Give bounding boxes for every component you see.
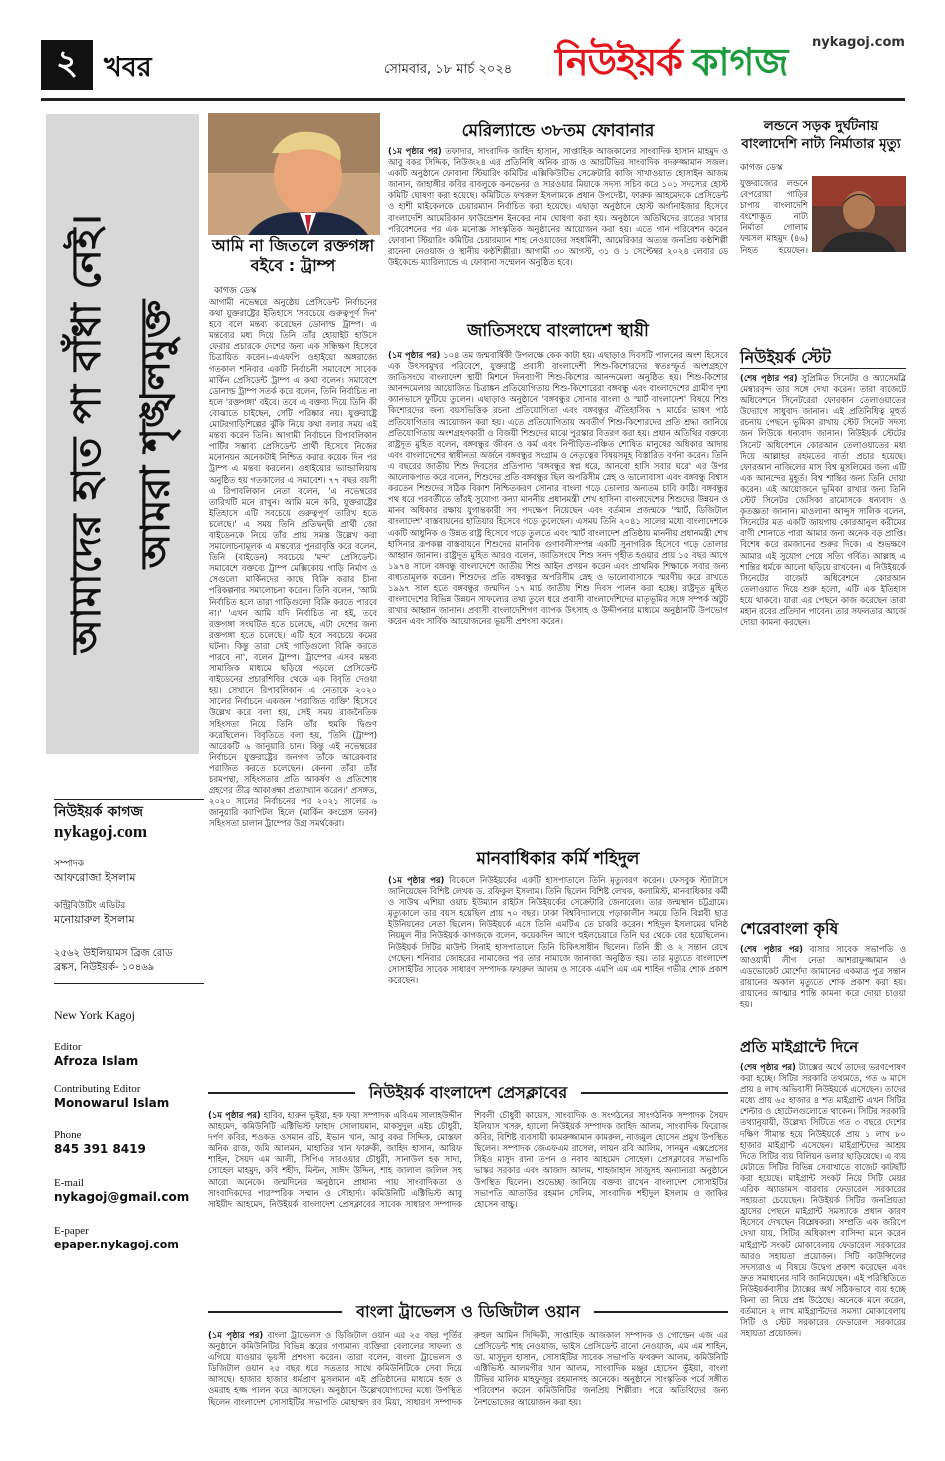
address-bn: ২৫৬২ উইলিয়ামস ব্রিজ রোড ব্রঙ্কস, নিউইয়র্ক- ১০৪৬৯ xyxy=(54,948,173,973)
maryland-headline[interactable]: মেরিল্যান্ডে ৩৮তম ফোবানার xyxy=(461,121,655,141)
pressclub-text: হাবিব, হারুন ভূইয়া, হক ফয়া সম্পাদক এবিএম সালাহউদ্দীন আহমেদ, কমিউনিটি এক্টিভিস্ট ফাহাদ সোলায়মান, মাকসুদুল এইচ চৌধুরী, দর্পণ কবির, শওকত ওসমান রচি, ইভান খান, আবু বকর সিদ্দিক, মোস্তফা অনিক রাজ, জমি আলমন, মাহাতির খান ফারুকী, জাহিদ হাসান, আরিফ শাহিন, সৈয়দ এম আলী, সিপিএ সারওয়ার চৌধুরী, সানাউল হক সাদা, সোহেল মাহমুদ, কবি শহীদ, মিল্টন, সাঈদ উদ্দিন, শাহ জালাল জলিল সহ আরো অনেকে। জন্মদিনের অনুষ্ঠানে প্রাধান্য পায় সাংবাদিকতা ও সাংবাদিকদের পারস্পরিক সম্মান ও সৌহার্দ্য। কমিউনিটি এক্টিভিস্ট আবু সাইয়ীদ আহমেদ, নিউইয়র্ক বাংলাদেশ প্রেসক্লাবের সাবেক সাধারণ সম্পাদক শিবলী চৌধুরী কায়েস, সাংবাদিক ও সংগঠনের সাংগঠনিক সম্পাদক সৈয়দ ইলিয়াস খসরু, হ্যালো নিউইয়র্ক সম্পাদক জাহিদ আলম, সাংবাদিক ফিরোজ কবির, বিশিষ্ট ব্যবসায়ী কামরুজ্জামান কামরুল, নাজমুল হোসেন প্রমুখ উপস্থিত ছিলেন। সম্পাদক জেএফএম রাসেল, লায়ন রবি আলিম, সানমুন এক্সপ্রেসের সিইও মাসুদ রানা তপন ও নবাব আহমেদ সোহেল। প্রেসক্লাবের সভাপতি ভাস্কর সরকার এবং আজাদ আলম, শাহজাহান সাজুসহ অন্যান্যরা অনুষ্ঠানে উপস্থিত ছিলেন। শুভেচ্ছা জানিয়ে বক্তব্য রাখেন বাংলাদেশ সোসাইটির সভাপতি আতাউর রহমান সেলিম, সাংবাদিক শহীদুল ইসলাম ও জাকির হোসেন বাচ্চু। xyxy=(208,1110,728,1209)
masthead-kagoj: কাগজ xyxy=(691,40,789,84)
email-label: E-mail xyxy=(54,1177,84,1189)
trump-photo xyxy=(208,113,380,235)
travels-lead: (১ম পৃষ্ঠার পর) xyxy=(208,1330,264,1340)
un-text: ১০৪ তম জন্মবার্ষিকী উপলক্ষে কেক কাটা হয়। এছাড়াও দিবসটি পালনের অংশ হিসেবে এক উৎসবমুখর পরিবেশে, যুক্তরাষ্ট্র প্রবাসী বাংলাদেশী শিশু-কিশোরদের স্বতঃস্ফূর্ত অংশগ্রহণে জাতিসংঘে বাংলাদেশ স্থায়ী মিশনে দিনব্যাপী শিশু-কিশোর আনন্দমেলা অনুষ্ঠিত হয়। শিশু-কিশোর আনন্দমেলায় আয়োজিত চিত্রাঙ্কন প্রতিযোগিতায় শিশু-কিশোরেরা বঙ্গবন্ধু এবং বাংলাদেশের গ্রামীণ দৃশ্য ক্যানভাসে ফুটিয়ে তুলেন। এছাড়াও অনুষ্ঠানে 'বঙ্গবন্ধুর সোনার বাংলা ও স্মার্ট বাংলাদেশ' বিষয়ে শিশু কিশোরদের জন্য বয়সভিত্তিক রচনা প্রতিযোগিতা এবং বঙ্গবন্ধুর ঐতিহাসিক ৭ মার্চের ভাষণ পাঠ প্রতিযোগিতার আয়োজন করা হয়। এতে প্রতিযোগিতায় অবতীর্ণ শিশু-কিশোরদের প্রতি শ্রদ্ধা জানিয়ে প্রতিযোগিতায় অংশগ্রহণকারী ও বিজয়ী শিশুদের মাঝে পুরস্কার বিতরণ করা হয়। প্রধান অতিথির বক্তব্যে রাষ্ট্রদূত মুহিত বলেন, বঙ্গবন্ধুর জীবন ও কর্ম এবং নিপীড়িত-বঞ্চিত শোষিত মানুষের অধিকার আদায় এবং বাংলাদেশের স্বাধীনতা অর্জনে বঙ্গবন্ধুর সংগ্রাম ও নেতৃত্বের বিষয়সমূহ বিস্তারিত বর্ণনা করেন। তিনি এ বছরের জাতীয় শিশু দিবসের প্রতিপাদ্য 'বঙ্গবন্ধুর স্বপ্ন ধরে, আনবো হাসি সবার ঘরে' এর উপর আলোকপাত করে বলেন, শিশুদের প্রতি বঙ্গবন্ধুর ছিল অপরিসীম স্নেহ ও ভালোবাসা এবং বঙ্গবন্ধু বিশ্বাস করতেন শিশুদের সঠিক বিকাশ নিশ্চিতকরণ সোনার বাংলা গড়ে তোলার অন্যতম চাবি কাঠি। বঙ্গবন্ধুর পথ ধরে পরবর্তীতে তাঁরই সুযোগ্য কন্যা মাননীয় প্রধানমন্ত্রী শেখ হাসিনা বাংলাদেশের শিশুদের উন্নয়ন ও মানব অধিকার রক্ষায় যুগান্তকারী সব পদক্ষেপ নিয়েছেন এবং বর্তমান প্রজন্মকে 'স্মার্ট, ডিজিটাল বাংলাদেশ' বাস্তবায়নের হাতিয়ার হিসেবে গড়ে তুলেছেন। এসময় তিনি ২০৪১ সালের মধ্যে বাংলাদেশকে একটি আধুনিক ও উন্নত রাষ্ট্র হিসেবে গড়ে তুলতে এবং স্মার্ট বাংলাদেশ প্রতিষ্ঠায় মাননীয় প্রধানমন্ত্রী শেখ হাসিনার রূপকল্প বাস্তবায়নে শিশুদের মানবিক গুণাবলীসম্পন্ন একটি সুনাগরিক হিসেবে গড়ে তোলার আহ্বান জানান। রাষ্ট্রদূত মুহিত আরও বলেন, জাতিসংঘে শিশু সনদ গৃহীত হওয়ার প্রায় ১৫ বছর আগে ১৯৭৪ সালে বঙ্গবন্ধু বাংলাদেশে জাতীয় শিশু আইন প্রণয়ন করেন এবং প্রাথমিক শিক্ষাকে সবার জন্য বাধ্যতামূলক করেন। শিশুদের প্রতি বঙ্গবন্ধুর অপরিসীম স্নেহ ও ভালোবাসাকে স্মরণীয় করে রাখতে ১৯৯৭ সাল হতে বঙ্গবন্ধুর জন্মদিন ১৭ মার্চ জাতীয় শিশু দিবস পালন করা হচ্ছে। রাষ্ট্রদূত মুহিত বাংলাদেশের বিভিন্ন উন্নয়ন সাফল্যের তথ্য তুলে ধরে প্রবাসী বাংলাদেশিদের মাতৃভূমির সঙ্গে সম্পর্ক অটুট রাখার আহ্বান জানান। প্রবাসী বাংলাদেশিগণ ব্যাপক উৎসাহ ও উদ্দীপনার মাধ্যমে অনুষ্ঠানটি উপভোগ করেন এবং সার্বিক আয়োজনের ভূয়সী প্রশংসা করেন। xyxy=(388,350,728,627)
nystate-text: সুপ্রিমিত সিনেটর ও অ্যাসেমব্লি মেম্বারবৃন্দ তার সঙ্গে দেখা করেন। তারা বাজেটে অধিবেশনে সিনেটরেরা ফোরকান তেলাওয়াতের উদ্যোগে সাধুবাদ জানান। এই প্রতিনিধিত্ব মূহুর্ত রচনায় পেছনে ভূমিকা রাখায় স্টেট সিনেট সদস্য জন লিউকে ধন্যবাদ জানান। নিউইয়র্ক স্টেটের সিনেট অধিবেশনে কোরআন তেলাওয়াতের মধ্য দিয়ে আল্লাহর রহমতের বার্তা প্রচার হয়েছে। ফোরআন নাজিলের মাস বিশ্ব মুসলিমের জন্য এটি এক আনন্দের মুহূর্ত। বিশ্ব শান্তির জন্য তিনি দোয়া করেন। এই আয়োজনে ভূমিকা রাখার জন্য তিনি স্টেট সিনেটর জেসিকা রামোসকে ধন্যবাদ ও কৃতজ্ঞতা জানান। মাওলানা আব্দুস সালিক বলেন, সিনেটের মত একটি জায়গায় কোরআনুল করীমের বাণী শোনাতে পারা আমার জন্য অনেক বড় প্রাপ্তি। বিশেষ করে রমজানের শুরুর দিকে। এ শুভক্ষণে আমার এই সুযোগ পেয়ে সত্যি গর্বিত। আল্লাহ এ শান্তির ধর্মকে আলো ছড়িয়ে রাখবেন। এ নিউইয়র্কে সিনেটের বাজেট অধিবেশনে কোরআন তেলাওয়াত দিয়ে শুরু হলো, এটি এক ইতিহাস হয়ে থাকবে। যারা এর পেছনে কাজ করেছেন তারা মহান রবের প্রতিদান পাবেন। তার সফলতার আর্জে দোয়া কামনা করছেন। xyxy=(740,373,906,628)
maryland-lead: (১ম পৃষ্ঠার পর) xyxy=(388,146,442,156)
pressclub-lead: (১ম পৃষ্ঠার পর) xyxy=(208,1110,261,1120)
migrant-lead: (শেষ পৃষ্ঠার পর) xyxy=(740,1062,796,1072)
brand-url: nykagoj.com xyxy=(54,822,148,841)
london-body-cont xyxy=(740,256,906,331)
sidebar-info xyxy=(54,805,204,1252)
london-photo xyxy=(812,176,906,252)
issue-date: সোমবার, ১৮ মার্চ ২০২৪ xyxy=(384,62,513,77)
travels-text: বাংলা ট্রাভেলস ও ডিজিটাল ওয়ান এর ২৫ বছর পূর্তির অনুষ্ঠানে কমিউনিটির বিভিন্ন স্তরের গণ্যমান্য ব্যক্তিরা বেলালের সাফল্য ও এগিয়ে যাওয়ার ভূয়সী প্রশংসা করেন। তারা বলেন, বাংলা ট্রাভেলস ও ডিজিটাল ওয়ান ২৫ বছর ধরে সততার সাথে কমিউনিটিকে সেবা দিয়ে আসছে। হাজার হাজার ধর্মপ্রাণ মুসলমান এই প্রতিষ্ঠানের মাধ্যমে হজ ও ওমরাহ হজ্জ পালন করে আসছেন। অনুষ্ঠানে উল্লেখযোগ্যদের মধ্যে উপস্থিত ছিলেন বাংলাদেশ সোসাইটির সভাপতি মোহাম্মদ রব মিয়া, সাধারণ সম্পাদক রুহুল আমিন সিদ্দিকী, সাপ্তাহিক আজকাল সম্পাদক ও গোল্ডেন এজ এর প্রেসিডেন্ট শাহ নেওয়াজ, ভাইস প্রেসিডেন্ট রানো নেওয়াজ, এম এম শাহিন, ডা. মাসুদুল হাসান, সোসাইটির সাবেক সভাপতি ফখরুল আলম, কমিউনিটি এক্টিভিস্ট আলমগীর খান আলম, সাংবাদিক মঞ্জুর হোসেন ভুঁইয়া, বাংলা টিভির মালিক মাহফুজুর রহমানসহ অনেকে। অনুষ্ঠানে সাংস্কৃতিক পর্বে সঙ্গীত পরিবেশন করেন কমিউনিটির জনপ্রিয় শিল্পীরা। পরে অতিথিদের জন্য নৈশভোজের আয়োজন করা হয়। xyxy=(208,1330,728,1407)
migrant-text: ট্যাক্সের অর্থে তাদের ভরণপোষণ করা হচ্ছে। সিটির সরকারি তথ্যমতে, গত ৬ মাসে প্রায় ৪ লাখ অভিবাসী নিউইয়র্কে এসেছেন। তাদের মধ্যে প্রায় ৬৫ হাজার ৪ শত মাইগ্রান্ট এখন সিটির শেল্টার ও হোটেলগুলোতে থাকেন। সিটির সরকারি তথ্যানুযায়ী, উল্লেখ্য সিটিতে গত ৩ বছরে দেশের দক্ষিণ সীমান্ত হয়ে নিউইয়র্কে প্রায় ১ লাখ ৮০ হাজার মাইগ্রান্ট এসেছেন। মাইগ্রান্টদের আশ্রয় দিতে সিটির ব্যয় বিলিয়ন ডলার ছাড়িয়েছে। এ ব্যয় মেটাতে সিটির বিভিন্ন সেবাখাতে বাজেট কাটছাঁট করা হয়েছে। মাইগ্রান্ট সংকট নিয়ে সিটি মেয়র এরিক অ্যাডামস বারবার ফেডারেল সরকারের সহায়তা চেয়েছেন। নিউইয়র্ক সিটির জনপ্রিয়তা হ্রাসের পেছনে মাইগ্রান্ট সমস্যাকে প্রধান কারণ হিসেবে দেখছেন বিশ্লেষকরা। সম্প্রতি এক জরিপে দেখা যায়, সিটির অধিকাংশ বাসিন্দা মনে করেন মাইগ্রান্ট সংকট মোকাবেলায় ফেডারেল সরকারের আরও সহায়তা প্রয়োজন। সিটি কাউন্সিলের সদস্যরাও এ বিষয়ে উদ্বেগ প্রকাশ করেছেন এবং দ্রুত সমাধানের দাবি জানিয়েছেন। এই পরিস্থিতিতে নিউইয়র্কবাসীর ট্যাক্সের অর্থ সঠিকভাবে ব্যয় হচ্ছে কিনা তা নিয়ে প্রশ্ন উঠেছে। অনেকে মনে করেন, বর্তমানে ২ লাখ মাইগ্রান্টদের সমস্যা মোকাবেলায় সিটি ও স্টেট সরকারের ফেডারেল সরকারের সহায়তা প্রয়োজন। xyxy=(740,1062,906,1339)
phone-label: Phone xyxy=(54,1129,82,1141)
slogan-line-1: আমাদের হাত পা বাঁধা নেই। xyxy=(64,214,110,654)
krishi-lead: (শেষ পৃষ্ঠার পর) xyxy=(740,944,803,954)
slogan-panel xyxy=(46,114,199,754)
editor-name-bn: আফরোজা ইসলাম xyxy=(54,871,136,884)
rights-body xyxy=(388,875,728,1075)
nystate-headline[interactable]: নিউইয়র্ক স্টেট xyxy=(740,348,831,367)
trump-headline[interactable]: আমি না জিতলে রক্তগঙ্গা বইবে : ট্রাম্প xyxy=(211,236,375,275)
migrant-headline[interactable]: প্রতি মাইগ্রান্টে দিনে xyxy=(740,1038,859,1056)
un-lead: (১ম পৃষ্ঠার পর) xyxy=(388,350,441,360)
contrib-label-bn: কন্ট্রিবিউটিং এডিটর xyxy=(54,901,126,911)
contrib-label: Contributing Editor xyxy=(54,1083,141,1095)
header-rule xyxy=(41,98,905,101)
rights-headline[interactable]: মানবাধিকার কর্মি শহিদুল xyxy=(476,849,640,869)
slogan-text xyxy=(53,114,193,754)
name-english: New York Kagoj xyxy=(54,1008,135,1022)
krishi-headline[interactable]: শেরেবাংলা কৃষি xyxy=(740,919,839,938)
pressclub-headline[interactable]: নিউইয়র্ক বাংলাদেশ প্রেসক্লাবের xyxy=(368,1082,568,1102)
nystate-lead: (শেষ পৃষ্ঠার পর) xyxy=(740,373,798,383)
pressclub-body xyxy=(208,1110,728,1295)
epaper-label: E-paper xyxy=(54,1225,89,1237)
email-link[interactable]: nykagoj@gmail.com xyxy=(54,1190,190,1204)
london-headline[interactable]: লন্ডনে সড়ক দুর্ঘটনায় বাংলাদেশি নাট্য নির্মাতার মৃত্যু xyxy=(741,118,901,152)
contrib-name-bn: মনোয়ারুল ইসলাম xyxy=(54,913,135,926)
rights-lead: (১ম পৃষ্ঠার পর) xyxy=(388,875,445,885)
slogan-line-2: আমরা শৃঙ্খলমুক্ত xyxy=(133,299,179,569)
travels-band xyxy=(208,1299,728,1325)
phone-number[interactable]: 845 391 8419 xyxy=(54,1142,146,1156)
contrib-name: Monowarul Islam xyxy=(54,1096,170,1110)
website-tag: nykagoj.com xyxy=(812,35,905,50)
page-number-box xyxy=(41,40,93,90)
brand-bangla: নিউইয়র্ক কাগজ xyxy=(54,804,144,820)
krishi-text: বাসার সাবেক সভাপতি ও আওয়ামী লীগ নেতা আশরাফুজ্জামান ও এডভোকেট মোর্শেদা জামানের একমাত্র পুত্র সন্তান রায়ানের অকাল মৃত্যুতে শোক প্রকাশ করা হয়। রায়ানের আত্মার শান্তি কামনা করে দোয়া চাওয়া হয়। xyxy=(740,944,906,1010)
travels-headline[interactable]: বাংলা ট্রাভেলস ও ডিজিটাল ওয়ান xyxy=(356,1301,580,1321)
masthead-name: নিউইয়র্ক xyxy=(555,40,682,84)
travels-body xyxy=(208,1330,728,1430)
migrant-body xyxy=(740,1062,906,1430)
editor-name: Afroza Islam xyxy=(54,1054,139,1068)
krishi-body xyxy=(740,944,906,1028)
editor-label: Editor xyxy=(54,1041,82,1053)
rights-text: বিকেলে নিউইয়র্কের একটি হাসপাতালে তিনি মৃত্যুবরণ করেন। ফেসবুক স্ট্যাটাসে জানিয়েছেন বিশিষ্ট লেখক ড. রফিকুল ইসলাম। তিনি ছিলেন বিশিষ্ট লেখক, কলামিস্ট, মানবাধিকার কর্মী ও সাউথ এশিয়া ওয়াচ ইউম্যান রাইটস নিউইয়র্কের সেক্রেটারি জেনারেল। তার জন্মস্থান চট্টগ্রামে। মৃত্যুকালে তার বয়স হয়েছিল প্রায় ৭০ বছর। ঢাকা বিশ্ববিদ্যালয়ে পড়াকালীন সময়ে তিনি বিপ্লবী ছাত্র ইউনিয়নের নেতা ছিলেন। নিউইয়র্কে এসে তিনি এমটিএ তে চাকরি করেন। শহিদুল ইসলামের ঘনিষ্ঠ নিয়মুল নীর নিউইয়র্ক কাগজকে বলেন, কয়েকদিন আগে হুইলচেয়ারে তিনি ঘর থেকে বের হয়েছিলেন। নিউইয়র্ক সিটির মাউন্ট সিনাই হাসপাতালে তিনি চিকিৎসাধীন ছিলেন। তিনি স্ত্রী ও ২ সন্তান রেখে গেছেন। শনিবার জোহরের নামাজের পর তার নামাজে জানাজা অনুষ্ঠিত হয়। তার মৃত্যুতে বাংলাদেশ সোসাইটির সাবেক সাধারণ সম্পাদক ফখরুল আলম ও সাবেক এমপি এম এম শাহিন গভীর শোক প্রকাশ করেছেন। xyxy=(388,875,728,985)
masthead xyxy=(555,40,885,90)
section-name: খবর xyxy=(104,52,152,83)
pressclub-band xyxy=(208,1080,728,1106)
trump-body: আগামী নভেম্বরে অনুষ্ঠেয় প্রেসিডেন্ট নির্বাচনের কথা যুক্তরাষ্ট্রের ইতিহাসে 'সবচেয়ে গুরুত্বপূর্ণ দিন' হবে বলে মন্তব্য করেছেন ডোনাল্ড ট্রাম্প। এ মন্তব্যের মধ্য দিয়ে তিনি তাঁর হোয়াইট হাউসে ফেরার প্রচারকে দেশের জন্য এক সন্ধিক্ষণ হিসেবে চিত্রায়িত করেন।–এএফপি ওহাইয়ো অঙ্গরাজ্যে গতকাল শনিবার একটি নির্বাচনী সমাবেশে সাবেক মার্কিন প্রেসিডেন্ট ট্রাম্প এ কথা বলেন। সমাবেশে ডোনাল্ড ট্রাম্প সতর্ক করে বলেন, তিনি নির্বাচিত না হলে 'রক্তগঙ্গা' বইবে। তবে এ বক্তব্য দিয়ে তিনি কী বোঝাতে চাইছেন, সেটি পরিষ্কার নয়। যুক্তরাষ্ট্রে মোটরগাড়িশিল্পের ঝুঁকি নিয়ে কথা বলার সময় এই মন্তব্য করেন তিনি। আগামী নির্বাচনে রিপাবলিকান পার্টির সম্ভাব্য প্রেসিডেন্ট প্রার্থী হিসেবে নিজের মনোনয়ন অনেকটাই নিশ্চিত করার কয়েক দিন পর ট্রাম্প এ মন্তব্য করলেন। ওহাইয়োর ভ্যান্ডালিয়ায় অনুষ্ঠিত হয় গতকালের এ সমাবেশ। ৭৭ বছর বয়সী এ রিপাবলিকান নেতা বলেন, 'এ নভেম্বরের তারিখটি মনে রাখুন। আমি মনে করি, যুক্তরাষ্ট্রের ইতিহাসে এটি সবচেয়ে গুরুত্বপূর্ণ তারিখ হতে চলেছে।' এ সময় তিনি প্রতিদ্বন্দ্বী প্রার্থী জো বাইডেনকে নিয়ে তাঁর প্রায় সমস্ত উল্লেখ করা সমালোচনামূলক এ মন্তব্যের পুনরাবৃত্তি করে বলেন, তিনি (বাইডেন) সবচেয়ে 'মন্দ' প্রেসিডেন্ট। সমাবেশে বক্তব্যে ট্রাম্প মেক্সিকোয় গাড়ি নির্মাণ ও সেগুলো মার্কিনদের কাছে বিক্রি করার চীনা পরিকল্পনার সমালোচনা করেন। তিনি বলেন, 'আমি নির্বাচিত হলে তারা গাড়িগুলো বিক্রি করতে পারবে না।' 'এখন আমি যদি নির্বাচিত না হই, তবে রক্তগঙ্গা সংঘটিত হতে চলেছে, এটা দেশের জন্য রক্তগঙ্গা হতে চলেছে। এটি হবে সবচেয়ে কমের ঘটনা। কিন্তু তারা সেই গাড়িগুলো বিক্রি করতে পারবে না', বলেন ট্রাম্প। ট্রাম্পের এসব মন্তব্য সামাজিক মাধ্যমে ছড়িয়ে পড়লে প্রেসিডেন্ট বাইডেনের প্রচারশিবির থেকে এক বিবৃতি দেওয়া হয়। সেখানে রিপাবলিকান এ নেতাকে ২০২০ সালের নির্বাচনে একজন 'পরাজিত ব্যক্তি' হিসেবে উল্লেখ করে বলা হয়, সেই সময় রাজনৈতিক সহিংসতা নিয়ে তিনি তাঁর হুমকি দ্বিগুণ করেছিলেন। বিবৃতিতে বলা হয়, 'তিনি (ট্রাম্প) আরেকটি ৬ জানুয়ারি চান। কিন্তু এই নভেম্বরের নির্বাচনে যুক্তরাষ্ট্রের জনগণ তাঁকে আরেকবার পরাজিত করতে চলেছেন। কেননা তাঁরা তাঁর চরমপন্থা, সহিংসতার প্রতি আকর্ষণ ও প্রতিশোধ গ্রহণের তীব্র আকাঙ্ক্ষা প্রত্যাখ্যান করেন।' প্রসঙ্গত, ২০২০ সালের নির্বাচনের পর ২০২১ সালের ৬ জানুয়ারি ক্যাপিটল হিলে (মার্কিন কংগ্রেস ভবন) সহিংসতা চালান ট্রাম্পের উগ্র সমর্থকেরা। xyxy=(209,297,377,829)
un-headline[interactable]: জাতিসংঘে বাংলাদেশ স্থায়ী xyxy=(467,321,649,341)
london-body: যুক্তরাজ্যের লন্ডনে বেপরোয়া গাড়ির চাপায় বাংলাদেশি বংশোদ্ভূত নাট্য নির্মাতা গোলাম ফয়সল মাহমুদ (৪৬) নিহত হয়েছেন। xyxy=(740,178,808,254)
maryland-body xyxy=(388,146,728,314)
page-number: ২ xyxy=(55,42,79,83)
epaper-link[interactable]: epaper.nykagoj.com xyxy=(54,1238,179,1251)
london-byline: কাগজ ডেস্ক xyxy=(740,163,783,173)
un-body xyxy=(388,350,728,840)
trump-byline: কাগজ ডেস্ক xyxy=(214,286,257,296)
nystate-body xyxy=(740,373,906,913)
editor-label-bn: সম্পাদক xyxy=(54,859,85,869)
maryland-text: তফাদার, সাংবাদিক জাহিদ হাসান, সাপ্তাহিক আজকালের সাংবাদিক হাসান মাহমুদ ও আবু বকর সিদ্দিক, নিউজ২৪ এর প্রতিনিধি অনিক রাজ ও আরটিভির সাংবাদিক বদরুজ্জামান সজল। একটি অনুষ্ঠানে ফোবানা স্টিয়ারিং কমিটির এক্সিকিউটিভ সেক্রেটারি কাজি সাখাওয়াত হোসাইন আজম জানান, জাহাঙ্গীর কবির বাবলুকে কনভেনর ও সারওয়ার মিয়াকে সদস্য সচিব করে ১০১ সদস্যের হোস্ট কমিটি ঘোষণা করা হয়েছে। কমিটিতে ফখরুল ইসলামকে প্রধান উপদেষ্টা, ফারুক আহমেদকে প্রেসিডেন্ট ও হাশী মাইকেলকে চেয়ারম্যান নির্বাচিত করা হয়েছে। এছাড়া অনুষ্ঠানে হোস্ট অর্গানাইজার হিসেবে বাংলাদেশি আমেরিকান ফাউন্ডেশন ইনকের নাম ঘোষণা করা হয়। অনুষ্ঠানে অতিথিদের রাতের খাবার পরিবেশনের পর এক মনোজ্ঞ সাংস্কৃতিক অনুষ্ঠানের আয়োজন করা হয়। এতে গান পরিবেশন করেন ফোবানা স্টিয়ারিং কমিটির চেয়ারম্যান শাহ নেওয়াজের সহধর্মিনী, আমেরিকার অত্যন্ত জনপ্রিয় কণ্ঠশিল্পী রানেনা নেওয়াজ ও স্থানীয় কণ্ঠশিল্পীরা। আগামী ৩০ আগস্ট, ৩১ ও ১ সেপ্টেম্বর ২০২৪ লেবার ডে উইকেন্ডে ম্যারিল্যান্ডে এ ফোবানা সম্মেলন অনুষ্ঠিত হবে। xyxy=(388,146,728,267)
